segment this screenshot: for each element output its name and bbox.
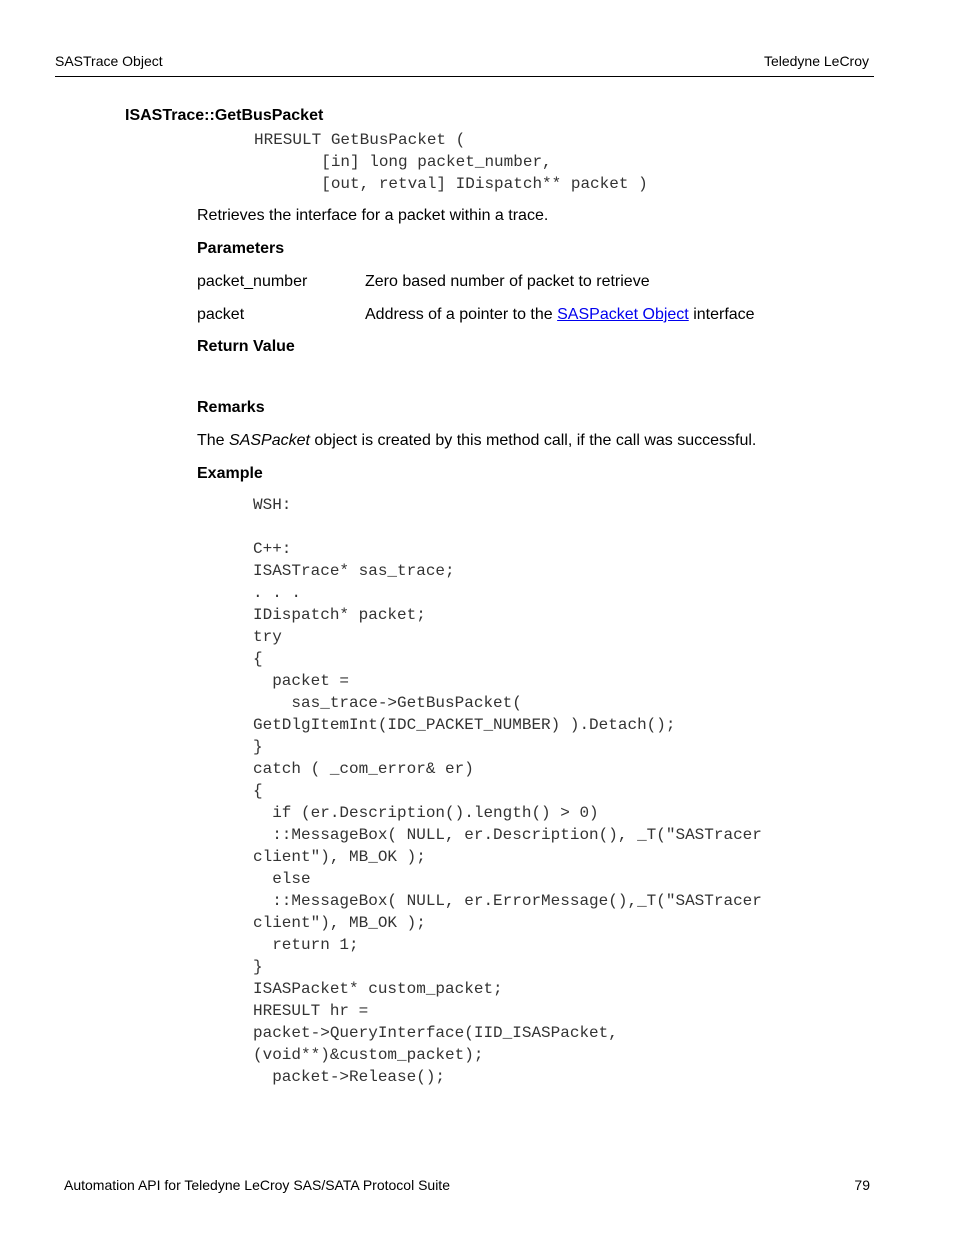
return-value-heading: Return Value [197, 338, 295, 355]
saspacket-object-link[interactable]: SASPacket Object [557, 306, 689, 323]
example-code-block: WSH: C++: ISASTrace* sas_trace; . . . IDispatch* packet; try { packet = sas_trace->GetBusPacket( GetDlgItemInt(IDC_PACKET_NUMBER) ).Detach(); } catch ( _com_error& er) { if (er.Description().length() > 0) ::MessageBox( NULL, er.Description(), _T("SASTracer client"), MB_OK ); else ::MessageBox( NULL, er.ErrorMessage(),_T("SASTracer client"), MB_OK ); return 1; } ISASPacket* custom_packet; HRESULT hr = packet->QueryInterface(IID_ISASPacket, (void**)&custom_packet); packet->Release(); [253, 496, 762, 1086]
footer-page-number: 79 [854, 1177, 870, 1193]
param-desc-packet-after: interface [688, 306, 755, 323]
example-heading: Example [197, 465, 263, 482]
footer-document-title: Automation API for Teledyne LeCroy SAS/SATA Protocol Suite [64, 1177, 450, 1193]
method-description: Retrieves the interface for a packet within a trace. [197, 207, 549, 224]
param-desc-packet-before: Address of a pointer to the [365, 306, 558, 323]
method-signature: HRESULT GetBusPacket ( [in] long packet_number, [out, retval] IDispatch** packet ) [254, 131, 648, 193]
param-desc-packet-number: Zero based number of packet to retrieve [365, 273, 650, 290]
header-company: Teledyne LeCroy [763, 53, 869, 69]
remarks-text [197, 431, 756, 451]
param-name-packet: packet [197, 306, 245, 323]
remarks-text-before: The [197, 432, 230, 449]
remarks-heading: Remarks [197, 399, 265, 416]
header-section-name: SASTrace Object [55, 53, 163, 69]
section-title: ISASTrace::GetBusPacket [125, 107, 324, 124]
page-header [55, 52, 874, 77]
remarks-text-italic: SASPacket [229, 432, 310, 449]
param-name-packet-number: packet_number [197, 273, 308, 290]
remarks-text-after: object is created by this method call, if the call was successful. [309, 432, 757, 449]
param-desc-packet [365, 305, 755, 325]
parameters-heading: Parameters [197, 240, 285, 257]
